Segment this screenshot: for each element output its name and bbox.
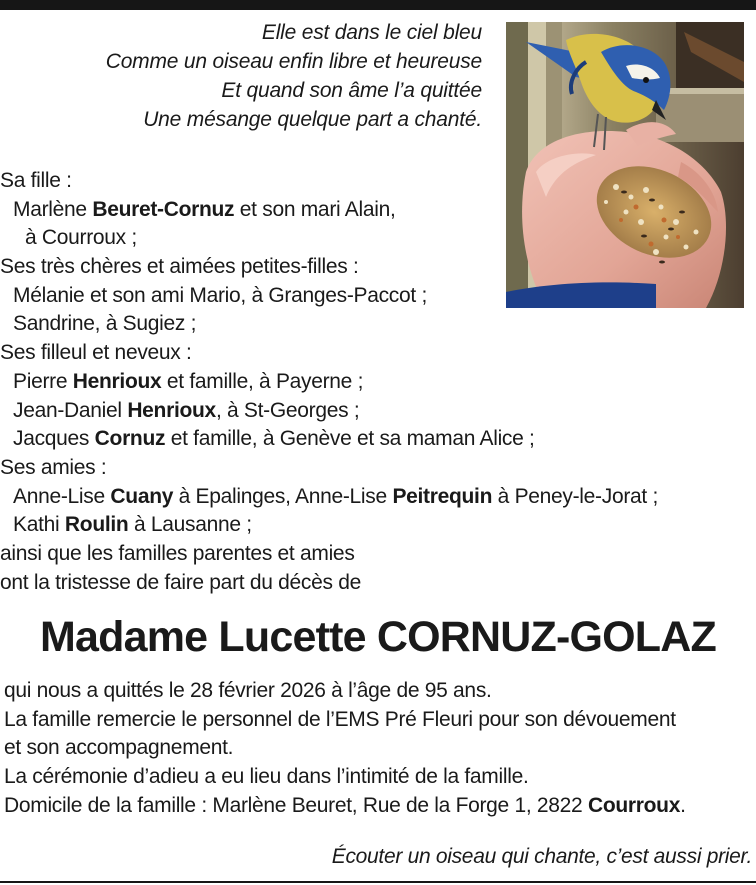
poem-line: Et quand son âme l’a quittée <box>221 79 482 102</box>
domicile-town: Courroux <box>587 793 681 817</box>
friends-heading: Ses amies : <box>0 455 107 479</box>
nephew-line <box>0 425 658 454</box>
first-name: Anne-Lise <box>295 484 387 508</box>
friends-line <box>0 511 658 540</box>
deceased-name: Madame Lucette CORNUZ-GOLAZ <box>40 613 716 661</box>
surname: Cornuz <box>94 427 166 451</box>
first-name: Kathi <box>13 513 60 537</box>
closing-line: La famille remercie le personnel de l’EMS Pré Fleuri pour son dévouement <box>4 707 676 731</box>
first-name: Jacques <box>13 427 90 451</box>
friends-line <box>0 483 658 512</box>
relation-text: et son mari Alain, <box>234 197 396 221</box>
tail-line: ont la tristesse de faire part du décès de <box>0 570 361 594</box>
closing-text <box>4 677 686 820</box>
nephews-heading: Ses filleul et neveux : <box>0 341 192 365</box>
poem-line: Comme un oiseau enfin libre et heureuse <box>105 50 482 73</box>
family-list <box>0 167 658 597</box>
domicile-address: Domicile de la famille : Marlène Beuret, Rue de la Forge 1, 2822 <box>4 793 588 817</box>
nephew-line <box>0 397 658 426</box>
bottom-rule <box>0 881 756 883</box>
closing-line: qui nous a quittés le 28 février 2026 à l’âge de 95 ans. <box>4 679 492 702</box>
granddaughters-heading: Ses très chères et aimées petites-filles : <box>0 255 359 279</box>
closing-line: La cérémonie d’adieu a eu lieu dans l’intimité de la famille. <box>4 765 529 789</box>
poem <box>106 18 482 134</box>
surname: Henrioux <box>127 398 216 422</box>
surname: Henrioux <box>72 369 162 393</box>
closing-line: et son accompagnement. <box>4 736 234 760</box>
relation-text: et famille, à Payerne ; <box>161 369 364 393</box>
relation-text: à Epalinges, <box>173 484 296 508</box>
domicile-line <box>4 792 686 821</box>
granddaughter-line: Mélanie et son ami Mario, à Granges-Paccot ; <box>13 283 427 307</box>
poem-line: Une mésange quelque part a chanté. <box>143 108 482 131</box>
poem-line: Elle est dans le ciel bleu <box>261 21 482 44</box>
first-name: Pierre <box>13 369 68 393</box>
closing-quote: Écouter un oiseau qui chante, c’est aussi prier. <box>331 845 752 868</box>
surname: Cuany <box>110 484 174 508</box>
relation-text: , à St-Georges ; <box>215 398 360 422</box>
tail-line: ainsi que les familles parentes et amies <box>0 541 355 565</box>
relation-text: et famille, à Genève et sa maman Alice ; <box>165 427 535 451</box>
domicile-suffix: . <box>680 793 686 817</box>
first-name: Marlène <box>13 197 87 221</box>
top-rule <box>0 0 756 10</box>
nephew-line <box>0 368 658 397</box>
surname: Beuret-Cornuz <box>92 197 235 221</box>
surname: Peitrequin <box>392 484 493 508</box>
first-name: Jean-Daniel <box>13 398 122 422</box>
daughter-line <box>0 196 658 225</box>
granddaughter-line: Sandrine, à Sugiez ; <box>13 312 197 336</box>
surname: Roulin <box>64 513 129 537</box>
relation-text: à Lausanne ; <box>128 513 252 537</box>
daughter-heading: Sa fille : <box>0 169 72 192</box>
relation-text: à Peney-le-Jorat ; <box>492 484 659 508</box>
daughter-place: à Courroux ; <box>25 226 137 250</box>
first-name: Anne-Lise <box>13 484 105 508</box>
